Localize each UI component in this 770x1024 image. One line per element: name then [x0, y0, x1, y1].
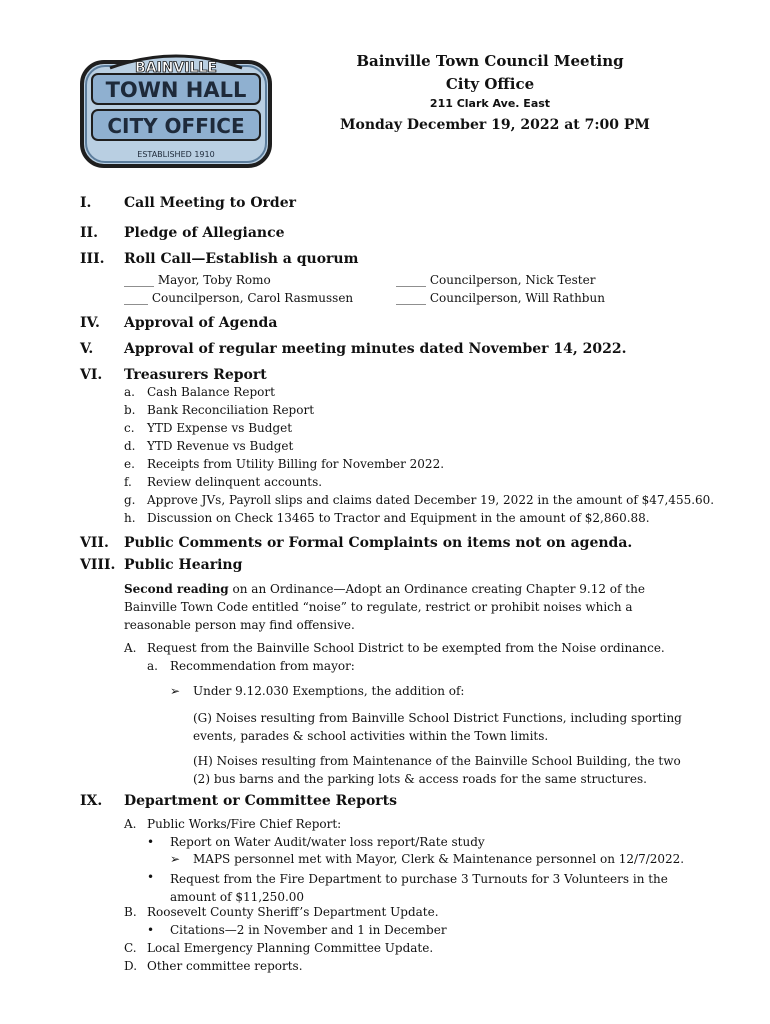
- roll-call-entry: _____ Councilperson, Nick Tester: [396, 273, 596, 287]
- meeting-title: Bainville Town Council Meeting: [356, 52, 624, 70]
- section-title: Public Comments or Formal Complaints on items not on agenda.: [124, 535, 633, 551]
- list-letter: h.: [124, 511, 136, 525]
- section-number: VII.: [80, 535, 109, 551]
- section-number: I.: [80, 195, 92, 211]
- arrow-bullet-icon: ➢: [170, 684, 181, 698]
- exemption-g: (G) Noises resulting from Bainville School District Functions, including sporting events, parades & school activities within the Town limits.: [193, 711, 682, 743]
- list-letter: b.: [124, 403, 136, 417]
- list-item: Request from the Bainville School District to be exempted from the Noise ordinance.: [147, 641, 665, 655]
- exemption-h: (H) Noises resulting from Maintenance of the Bainville School Building, the two (2) bus barns and the parking lots & access roads for the same structures.: [193, 754, 681, 786]
- section-title: Pledge of Allegiance: [124, 225, 285, 241]
- roll-call-entry: _____ Mayor, Toby Romo: [124, 273, 271, 287]
- list-item: Discussion on Check 13465 to Tractor and Equipment in the amount of $2,860.88.: [147, 511, 650, 525]
- section-title: Treasurers Report: [124, 367, 267, 383]
- section-number: IV.: [80, 315, 100, 331]
- roll-call-entry: _____ Councilperson, Will Rathbun: [396, 291, 605, 305]
- list-item: Cash Balance Report: [147, 385, 275, 399]
- logo-line2: CITY OFFICE: [107, 114, 245, 138]
- list-item: YTD Expense vs Budget: [147, 421, 293, 435]
- section-number: VI.: [80, 367, 103, 383]
- list-item: Other committee reports.: [147, 959, 303, 973]
- meeting-location: City Office: [445, 75, 535, 93]
- hearing-text: on an Ordinance—Adopt an Ordinance creating Chapter 9.12 of the Bainville Town Code entitled “noise” to regulate, restrict or prohibit noises which a reasonable person may find offensive.: [124, 582, 645, 632]
- list-item: Approve JVs, Payroll slips and claims dated December 19, 2022 in the amount of $47,455.60.: [147, 493, 715, 507]
- list-item: Recommendation from mayor:: [170, 659, 355, 673]
- section-title: Public Hearing: [124, 557, 243, 573]
- list-letter: a.: [124, 385, 135, 399]
- hearing-bold-lead: Second reading: [124, 582, 229, 596]
- hearing-description: [124, 580, 684, 634]
- list-letter: a.: [147, 659, 158, 673]
- bullet-icon: •: [147, 835, 155, 849]
- list-letter: d.: [124, 439, 136, 453]
- list-item: Local Emergency Planning Committee Update.: [147, 941, 434, 955]
- town-hall-logo: [80, 48, 272, 170]
- list-letter: g.: [124, 493, 136, 507]
- list-item: Receipts from Utility Billing for November 2022.: [147, 457, 445, 471]
- section-number: IX.: [80, 793, 103, 809]
- arrow-bullet-icon: ➢: [170, 852, 181, 866]
- list-item: Public Works/Fire Chief Report:: [147, 817, 342, 831]
- bullet-icon: •: [147, 870, 155, 884]
- section-title: Roll Call—Establish a quorum: [124, 251, 359, 267]
- list-item: YTD Revenue vs Budget: [147, 439, 294, 453]
- section-number: V.: [80, 341, 94, 357]
- list-letter: B.: [124, 905, 137, 919]
- section-title: Approval of Agenda: [124, 315, 278, 331]
- logo-top-text: BAINVILLE: [135, 60, 217, 76]
- section-title: Department or Committee Reports: [124, 793, 398, 809]
- list-letter: c.: [124, 421, 135, 435]
- list-item: Bank Reconciliation Report: [147, 403, 315, 417]
- list-item: Under 9.12.030 Exemptions, the addition of:: [193, 684, 465, 698]
- section-title: Call Meeting to Order: [124, 195, 296, 211]
- section-number: VIII.: [80, 557, 116, 573]
- logo-bottom-text: ESTABLISHED 1910: [137, 150, 215, 159]
- list-item: Request from the Fire Department to purchase 3 Turnouts for 3 Volunteers in the amount of $11,250.00: [170, 872, 668, 904]
- section-title: Approval of regular meeting minutes dated November 14, 2022.: [124, 341, 627, 357]
- list-item: Citations—2 in November and 1 in December: [170, 923, 447, 937]
- meeting-address: 211 Clark Ave. East: [429, 97, 551, 110]
- list-item: Review delinquent accounts.: [147, 475, 323, 489]
- list-letter: D.: [124, 959, 138, 973]
- section-number: II.: [80, 225, 98, 241]
- list-item: MAPS personnel met with Mayor, Clerk & Maintenance personnel on 12/7/2022.: [193, 852, 685, 866]
- list-letter: C.: [124, 941, 137, 955]
- list-letter: A.: [124, 641, 137, 655]
- meeting-date: Monday December 19, 2022 at 7:00 PM: [340, 117, 650, 133]
- list-letter: A.: [124, 817, 137, 831]
- bullet-icon: •: [147, 923, 155, 937]
- list-letter: f.: [124, 475, 132, 489]
- section-number: III.: [80, 251, 105, 267]
- list-letter: e.: [124, 457, 135, 471]
- roll-call-entry: ____ Councilperson, Carol Rasmussen: [124, 291, 354, 305]
- list-item: Report on Water Audit/water loss report/Rate study: [170, 835, 485, 849]
- list-item: Roosevelt County Sheriff’s Department Update.: [147, 905, 439, 919]
- logo-line1: TOWN HALL: [105, 78, 247, 102]
